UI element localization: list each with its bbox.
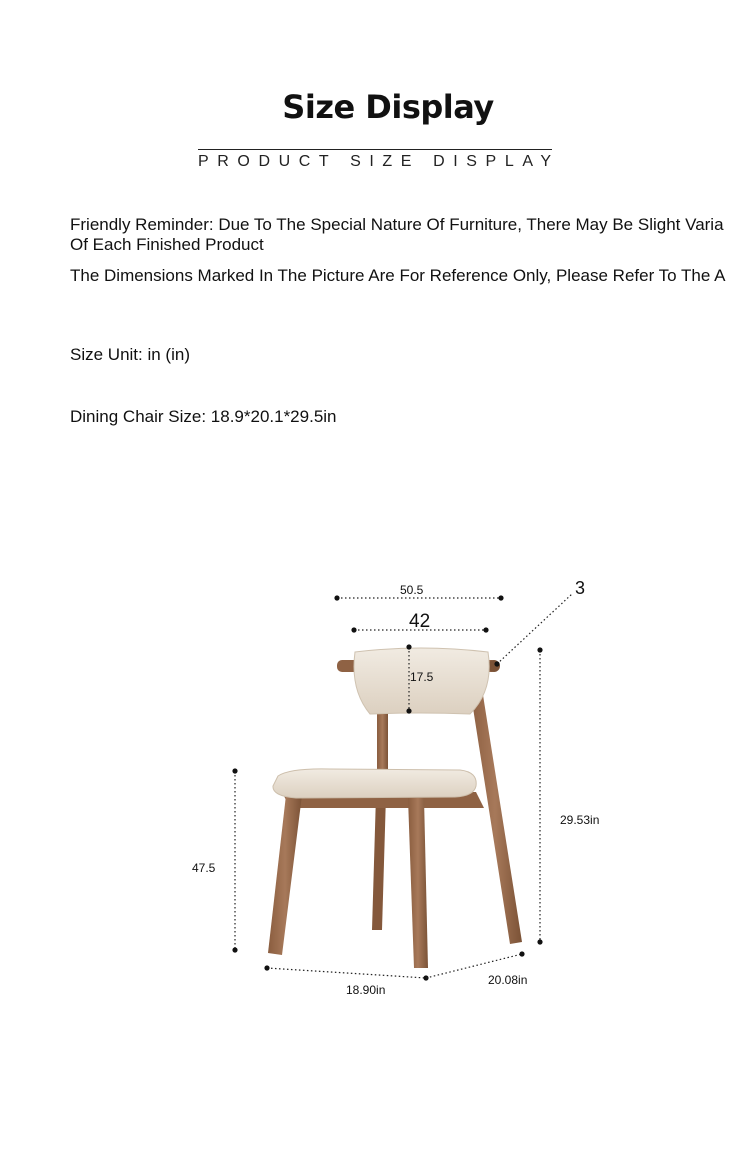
page-title: Size Display xyxy=(282,88,494,126)
reminder-line-2: Of Each Finished Product xyxy=(70,235,264,254)
dim-back-outer xyxy=(334,583,503,601)
dim-label-total-height: 29.53in xyxy=(560,813,600,827)
dim-label-back-inner: 42 xyxy=(409,611,431,632)
dim-label-depth: 20.08in xyxy=(488,973,528,987)
dim-width xyxy=(264,965,428,997)
chair-diagram xyxy=(0,560,750,1020)
dim-label-back-height: 17.5 xyxy=(410,670,434,684)
reference-note: The Dimensions Marked In The Picture Are For Reference Only, Please Refer To The A xyxy=(70,266,726,285)
dim-label-seat-height: 47.5 xyxy=(192,861,216,875)
front-leg-mid xyxy=(408,798,428,968)
dim-label-width: 18.90in xyxy=(346,983,386,997)
dim-label-back-thickness: 3 xyxy=(575,578,586,598)
dim-label-back-outer: 50.5 xyxy=(400,583,424,597)
dim-total-height xyxy=(537,647,599,944)
title-divider xyxy=(198,149,552,150)
front-leg-left xyxy=(268,795,302,955)
chair-size: Dining Chair Size: 18.9*20.1*29.5in xyxy=(70,407,337,426)
dim-back-inner xyxy=(351,611,488,633)
size-unit: Size Unit: in (in) xyxy=(70,345,190,364)
dim-back-thickness xyxy=(494,578,585,667)
chair-illustration xyxy=(268,648,522,968)
rear-leg-inner xyxy=(372,795,386,930)
rear-leg-right xyxy=(468,676,522,944)
dim-depth xyxy=(426,951,527,987)
page-subtitle: PRODUCT SIZE DISPLAY xyxy=(198,153,560,170)
reminder-line-1: Friendly Reminder: Due To The Special Nature Of Furniture, There May Be Slight Varia xyxy=(70,215,724,234)
dim-seat-height xyxy=(192,768,238,952)
seat-cushion xyxy=(273,769,476,798)
